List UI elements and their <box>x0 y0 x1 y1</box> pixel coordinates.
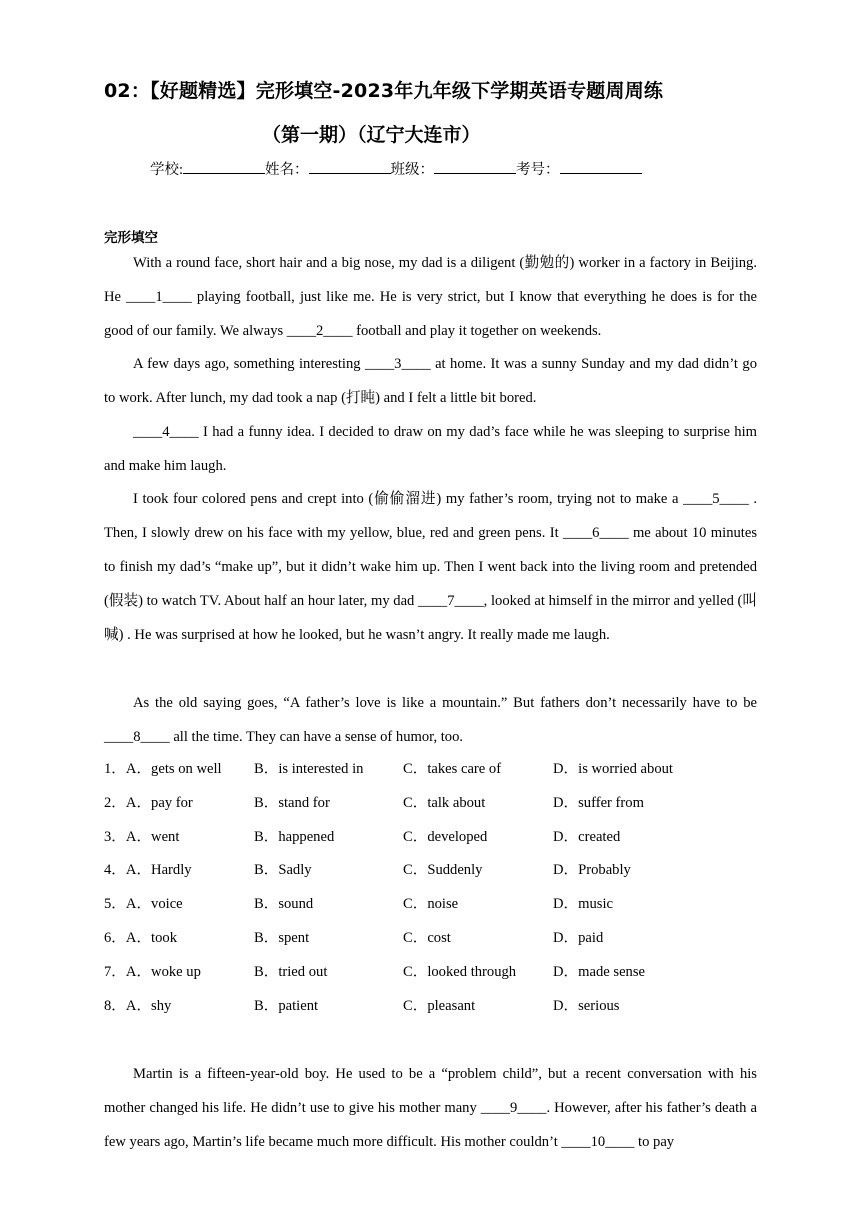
option-c: C．cost <box>403 929 451 946</box>
question-row <box>104 922 764 956</box>
question-number-option-a: 8．A．shy <box>104 997 172 1014</box>
question-row <box>104 854 764 888</box>
option-b: B．tried out <box>254 963 328 980</box>
option-d: D．serious <box>553 997 620 1014</box>
question-number-option-a: 5．A．voice <box>104 896 183 913</box>
passage1-paragraph-4: I took four colored pens and crept into (偷偷溜进) my father’s room, trying not to make a ____5____ . Then, I slowly drew on his face with my yellow, blue, red and green pens. It ____6____ me about 10 minutes to finish my dad’s “make up”, but it didn’t wake him up. Then I went back into the living room and pretended (假装) to watch TV. About half an hour later, my dad ____7____, looked at himself in the mirror and yelled (叫喊) . He was surprised at how he looked, but he wasn’t angry. It really made me laugh. <box>104 491 757 643</box>
class-label: 班级： <box>390 162 435 178</box>
passage1-paragraph-3: ____4____ I had a funny idea. I decided to draw on my dad’s face while he was sleeping to surprise him and make him laugh. <box>104 424 757 474</box>
document-subtitle: （第一期）（辽宁大连市） <box>262 124 481 146</box>
question-number-option-a: 4．A．Hardly <box>104 862 192 879</box>
option-b: B．stand for <box>254 794 330 811</box>
school-blank[interactable] <box>183 161 265 174</box>
passage1-paragraph-2: A few days ago, something interesting ____3____ at home. It was a sunny Sunday and my dad didn’t go to work. After lunch, my dad took a nap (打盹) and I felt a little bit bored. <box>104 356 757 406</box>
option-c: C．takes care of <box>403 761 502 777</box>
question-row <box>104 787 764 821</box>
option-b: B．spent <box>254 929 310 946</box>
option-c: C．talk about <box>403 794 486 811</box>
question-number-option-a: 2．A．pay for <box>104 794 193 811</box>
question-row <box>104 753 764 787</box>
name-label: 姓名： <box>265 162 309 178</box>
name-blank[interactable] <box>309 161 391 174</box>
option-b: B．sound <box>254 896 314 913</box>
passage1-paragraph-1: With a round face, short hair and a big nose, my dad is a diligent (勤勉的) worker in a factory in Beijing. He ____1____ playing football, just like me. He is very strict, but I know that everything he does is for the good of our family. We always ____2____ football and play it together on weekends. <box>104 255 757 339</box>
option-b: B．Sadly <box>254 862 312 879</box>
question-row <box>104 956 764 990</box>
option-d: D．paid <box>553 929 604 946</box>
class-blank[interactable] <box>434 161 516 174</box>
question-number-option-a: 1．A．gets on well <box>104 761 222 777</box>
document-title: 02：【好题精选】完形填空-2023年九年级下学期英语专题周周练 <box>104 80 664 102</box>
option-d: D．is worried about <box>553 761 673 777</box>
option-b: B．happened <box>254 828 335 845</box>
option-d: D．music <box>553 896 613 913</box>
question-row <box>104 990 764 1024</box>
option-b: B．is interested in <box>254 761 364 777</box>
passage1-paragraph-5: As the old saying goes, “A father’s love is like a mountain.” But fathers don’t necessarily have to be ____8____ all the time. They can have a sense of humor, too. <box>104 695 757 745</box>
school-label: 学校: <box>150 162 184 178</box>
section-title: 完形填空 <box>104 230 158 246</box>
question-number-option-a: 3．A．went <box>104 828 180 845</box>
option-c: C．looked through <box>403 963 517 980</box>
passage2-paragraph-1: Martin is a fifteen-year-old boy. He used to be a “problem child”, but a recent conversation with his mother changed his life. He didn’t use to give his mother many ____9____. However, after his father’s death a few years ago, Martin’s life became much more difficult. His mother couldn’t ____10____ to pay <box>104 1066 757 1150</box>
option-c: C．Suddenly <box>403 862 483 879</box>
student-info-line <box>150 158 642 179</box>
option-c: C．noise <box>403 896 459 913</box>
question-row <box>104 888 764 922</box>
exam-number-label: 考号： <box>516 162 560 178</box>
option-d: D．made sense <box>553 963 645 980</box>
option-d: D．Probably <box>553 862 631 879</box>
question-row <box>104 821 764 855</box>
option-c: C．pleasant <box>403 997 476 1014</box>
option-c: C．developed <box>403 828 488 845</box>
option-d: D．created <box>553 828 621 845</box>
option-d: D．suffer from <box>553 794 644 811</box>
question-number-option-a: 6．A．took <box>104 929 177 946</box>
question-options <box>104 753 764 1023</box>
exam-number-blank[interactable] <box>560 161 642 174</box>
question-number-option-a: 7．A．woke up <box>104 963 201 980</box>
option-b: B．patient <box>254 997 319 1014</box>
